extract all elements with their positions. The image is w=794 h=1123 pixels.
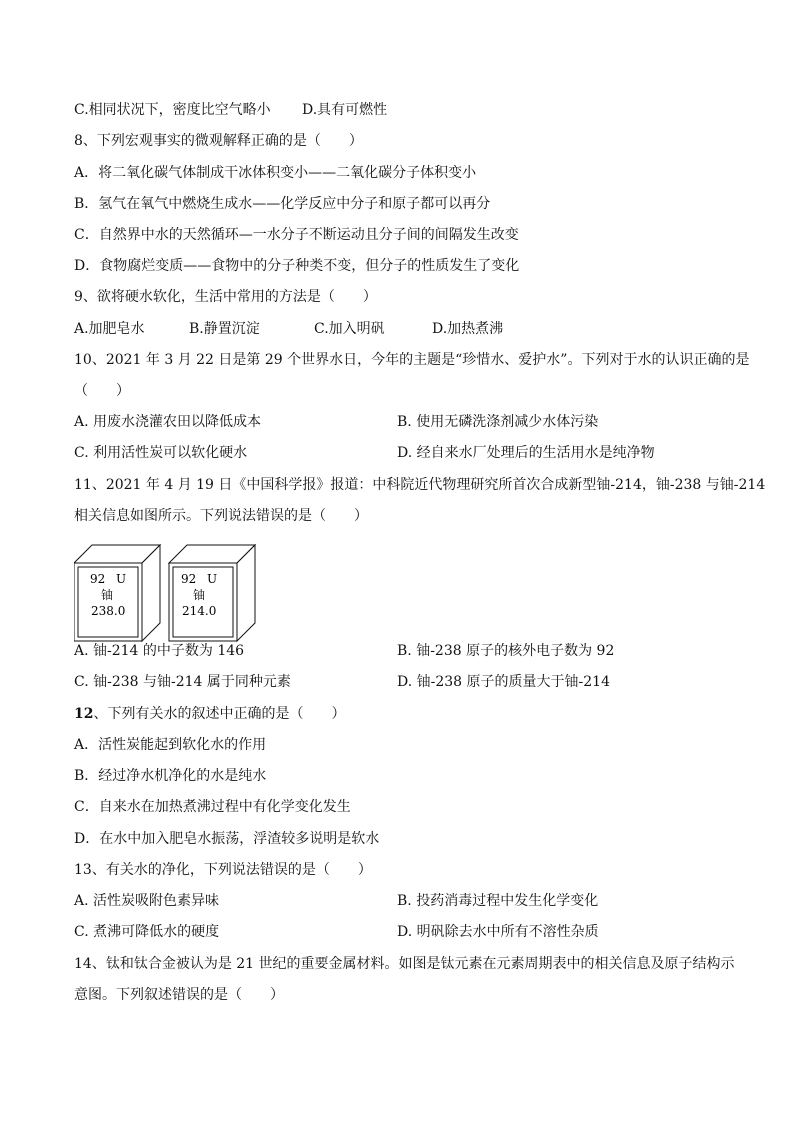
q14-stem-line2: 意图。下列叙述错误的是（ ） <box>74 987 284 1003</box>
q9-option-c: C.加入明矾 <box>314 321 385 337</box>
uranium-238-number: 92 <box>90 572 106 586</box>
q12-option-a: A．活性炭能起到软化水的作用 <box>74 737 267 753</box>
q11-stem-line2: 相关信息如图所示。下列说法错误的是（ ） <box>74 508 368 524</box>
uranium-238-symbol: U <box>116 572 127 586</box>
q10-option-a: A. 用废水浇灌农田以降低成本 <box>74 414 262 430</box>
uranium-214-number: 92 <box>181 572 197 586</box>
q11-stem-line1: 11、2021 年 4 月 19 日《中国科学报》报道：中科院近代物理研究所首次合成新型铀-214，铀-238 与铀-214 <box>74 477 766 493</box>
q9-option-d: D.加热煮沸 <box>432 321 504 337</box>
q10-stem-line2: （ ） <box>74 383 130 399</box>
q10-stem-line1: 10、2021 年 3 月 22 日是第 29 个世界水日，今年的主题是“珍惜水、爱护水”。下列对于水的认识正确的是 <box>74 352 750 368</box>
uranium-214-name: 铀 <box>193 588 206 602</box>
uranium-214-mass: 214.0 <box>182 604 217 618</box>
q12-option-d: D．在水中加入肥皂水振荡，浮渣较多说明是软水 <box>74 831 380 847</box>
q12-stem <box>74 705 345 723</box>
q7-option-c: C.相同状况下，密度比空气略小 <box>74 102 271 118</box>
q8-option-d: D．食物腐烂变质——食物中的分子种类不变，但分子的性质发生了变化 <box>74 258 520 274</box>
q9-option-a: A.加肥皂水 <box>74 321 145 337</box>
uranium-214-symbol: U <box>207 572 218 586</box>
q8-option-a: A．将二氧化碳气体制成干冰体积变小——二氧化碳分子体积变小 <box>74 165 477 181</box>
q13-option-c: C. 煮沸可降低水的硬度 <box>74 924 220 940</box>
q8-stem: 8、下列宏观事实的微观解释正确的是（ ） <box>74 133 363 149</box>
q11-option-a: A. 铀-214 的中子数为 146 <box>74 643 245 659</box>
q14-stem-line1: 14、钛和钛合金被认为是 21 世纪的重要金属材料。如图是钛元素在元素周期表中的相关信息及原子结构示 <box>74 956 735 972</box>
q10-option-c: C. 利用活性炭可以软化硬水 <box>74 445 248 461</box>
q13-stem: 13、有关水的净化，下列说法错误的是（ ） <box>74 862 372 878</box>
uranium-238-name: 铀 <box>101 588 114 602</box>
uranium-238-card <box>74 545 160 641</box>
q8-option-c: C．自然界中水的天然循环—一水分子不断运动且分子间的间隔发生改变 <box>74 227 519 243</box>
q12-option-b: B．经过净水机净化的水是纯水 <box>74 768 267 784</box>
q7-option-d: D.具有可燃性 <box>302 102 388 118</box>
q10-option-b: B. 使用无磷洗涤剂减少水体污染 <box>397 414 599 430</box>
q12-option-c: C．自来水在加热煮沸过程中有化学变化发生 <box>74 799 351 815</box>
uranium-238-mass: 238.0 <box>91 604 126 618</box>
q9-option-b: B.静置沉淀 <box>189 321 260 337</box>
q11-option-b: B. 铀-238 原子的核外电子数为 92 <box>397 643 615 659</box>
q13-option-a: A. 活性炭吸附色素异味 <box>74 893 220 909</box>
uranium-214-card <box>169 545 255 641</box>
q11-option-d: D. 铀-238 原子的质量大于铀-214 <box>397 674 610 690</box>
q11-option-c: C. 铀-238 与铀-214 属于同种元素 <box>74 674 291 690</box>
q13-option-b: B. 投药消毒过程中发生化学变化 <box>397 893 599 909</box>
q10-option-d: D. 经自来水厂处理后的生活用水是纯净物 <box>397 445 655 461</box>
uranium-element-cards-figure <box>74 543 274 643</box>
q8-option-b: B．氢气在氧气中燃烧生成水——化学反应中分子和原子都可以再分 <box>74 196 491 212</box>
q9-stem: 9、欲将硬水软化，生活中常用的方法是（ ） <box>74 289 377 305</box>
q12-stem-text: 、下列有关水的叙述中正确的是（ ） <box>93 706 346 722</box>
q13-option-d: D. 明矾除去水中所有不溶性杂质 <box>397 924 599 940</box>
q12-number: 12 <box>74 706 94 722</box>
